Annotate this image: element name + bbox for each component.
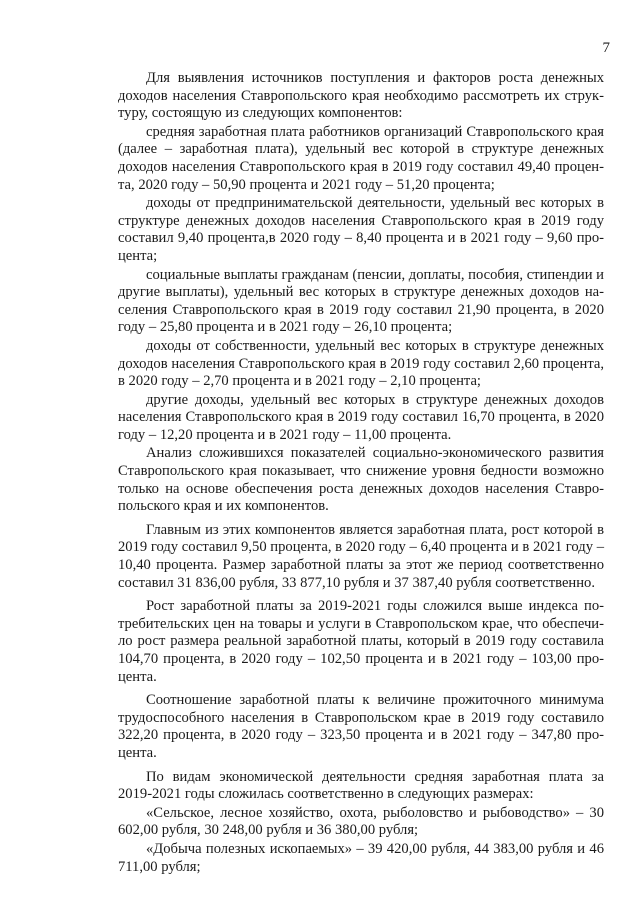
paragraph-intro: Для выявления источников поступления и факторов роста денежных доходов населения Ставропольского края необходимо рассмотреть их структуру, состоящую из следующих компонентов: — [118, 70, 604, 122]
page-number: 7 — [602, 40, 610, 56]
paragraph-property-income: доходы от собственности, удельный вес которых в структуре денежных доходов населения Ставропольского края в 2019 году составил 2,60 процента, в 2020 году – 2,70 процента и в 2021 году – 2,10 процента; — [118, 337, 604, 390]
paragraph-activity-types: По видам экономической деятельности средняя заработная плата за 2019-2021 годы сложилась соответственно в следующих размерах: — [118, 768, 604, 803]
paragraph-agriculture: «Сельское, лесное хозяйство, охота, рыболовство и рыбоводство» – 30 602,00 рубля, 30 248,00 рубля и 36 380,00 рубля; — [118, 804, 604, 839]
paragraph-analysis: Анализ сложившихся показателей социально-экономического развития Ставропольского края показывает, что снижение уровня бедности возможно только на основе обеспечения роста денежных доходов населения Ставропольского края и их компонентов. — [118, 445, 604, 515]
paragraph-other-income: другие доходы, удельный вес которых в структуре денежных доходов населения Ставропольского края в 2019 году составил 16,70 процента, в 2020 году – 12,20 процента и в 2021 году – 11,00 процента. — [118, 391, 604, 443]
paragraph-main-component: Главным из этих компонентов является заработная плата, рост которой в 2019 году составил 9,50 процента, в 2020 году – 6,40 процента и в 2021 году – 10,40 процента. Размер заработной платы за этот же период соответственно составил 31 836,00 рубля, 33 877,10 рубля и 37 387,40 рубля соответственно. — [118, 521, 604, 591]
document-body — [118, 70, 604, 877]
paragraph-social-payments: социальные выплаты гражданам (пенсии, доплаты, пособия, стипендии и другие выплаты), удельный вес которых в структуре денежных доходов населения Ставропольского края в 2019 году составил 21,90 процента, в 2020 году – 25,80 процента и в 2021 году – 26,10 процента; — [118, 266, 604, 336]
paragraph-wages: средняя заработная плата работников организаций Ставропольского края (далее – заработная плата), удельный вес которой в структуре денежных доходов населения Ставропольского края в 2019 году составил 49,40 процента, 2020 году – 50,90 процента и 2021 году – 51,20 процента; — [118, 123, 604, 193]
paragraph-subsistence-ratio: Соотношение заработной платы к величине прожиточного минимума трудоспособного населения в Ставропольском крае в 2019 году составило 322,20 процента, в 2020 году – 323,50 процента и в 2021 году – 347,80 процента. — [118, 692, 604, 761]
paragraph-wage-growth: Рост заработной платы за 2019-2021 годы сложился выше индекса потребительских цен на товары и услуги в Ставропольском крае, что обеспечило рост размера реальной заработной платы, который в 2019 году составила 104,70 процента, в 2020 году – 102,50 процента и в 2021 году – 103,00 процента. — [118, 598, 604, 685]
paragraph-mining: «Добыча полезных ископаемых» – 39 420,00 рубля, 44 383,00 рубля и 46 711,00 рубля; — [118, 840, 604, 875]
paragraph-business-income: доходы от предпринимательской деятельности, удельный вес которых в структуре денежных доходов населения Ставропольского края в 2019 году составил 9,40 процента,в 2020 году – 8,40 процента и в 2021 году – 9,60 процента; — [118, 195, 604, 264]
